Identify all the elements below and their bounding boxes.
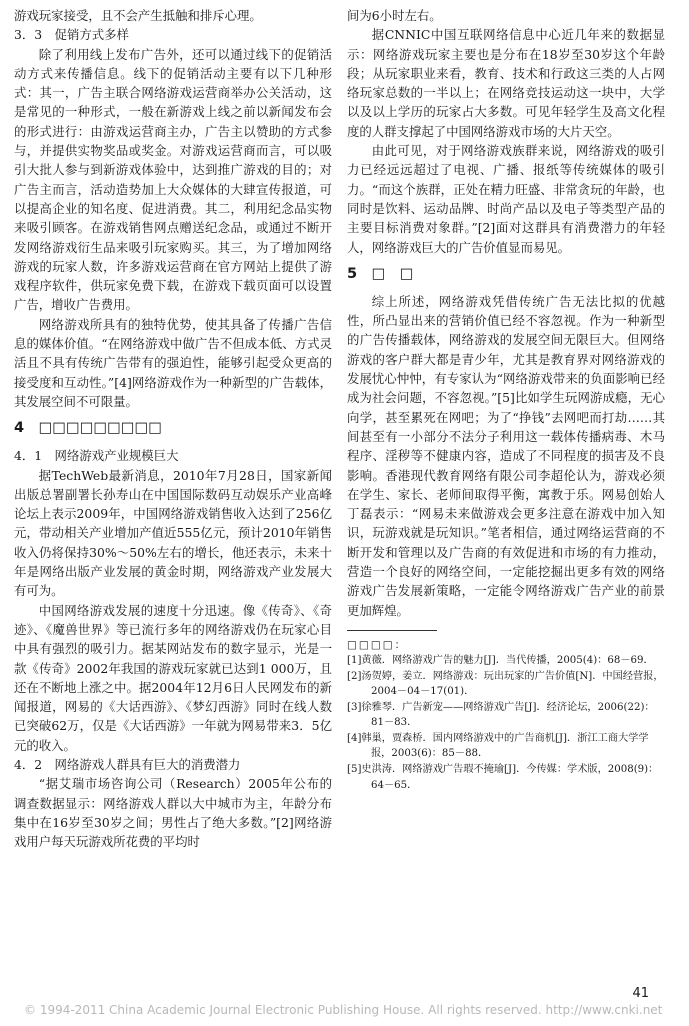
references-divider	[347, 630, 437, 631]
reference-item: [2]汤贺婷，姜立．网络游戏：玩出玩家的广告价值[N]．中国经营报，2004－04－17(01)．	[347, 670, 664, 698]
paragraph-continued: 间为6小时左右。	[347, 8, 442, 23]
paragraph-4-1-a: 据TechWeb最新消息，2010年7月28日，国家新闻出版总署副署长孙寿山在中国国际数码互动娱乐产业高峰论坛上表示2009年，中国网络游戏销售收入达到了256亿元，带动相关产业增加产值近555亿元，预计2010年销售收入仍将保持30%～50%左右的增长，他还表示，未来十年是网络出版产业发展的黄金时期，网络游戏产业发展大有可为。	[14, 467, 332, 599]
reference-item: [4]韩巢，贾森桥．国内网络游戏中的广告商机[J]．浙江工商大学学报，2003(6)：85－88．	[347, 732, 649, 760]
heading-3-3: 3．3 促销方式多样	[14, 27, 129, 43]
page-number: 41	[632, 986, 649, 1001]
heading-section-5: 5 □ □	[347, 265, 414, 282]
paragraph-3-3-a: 除了利用线上发布广告外，还可以通过线下的促销活动方式来传播信息。线下的促销活动主要有以下几种形式：其一，广告主联合网络游戏运营商举办公关活动，这是常见的一种形式，一般在新游戏上线之前以新闻发布会的形式进行：由游戏运营商主办，广告主以赞助的方式参与，并提供实物奖品或奖金。对游戏运营商而言，可以吸引大批人参与到新游戏体验中，达到推广游戏的目的；对广告主而言，活动造势加上大众媒体的大肆宣传报道，可以提高企业的知名度、促进消费。其二，利用纪念品实物来吸引顾客。在游戏销售网点赠送纪念品，或通过不断开发网络游戏衍生品来吸引玩家购买。其三，为了增加网络游戏的玩家人数，许多游戏运营商在官方网站上提供了游戏程序软件，供玩家免费下载，在游戏下载页面可以设置广告，增收广告费用。	[14, 46, 332, 313]
paragraph-3-3-b: 网络游戏所具有的独特优势，使其具备了传播广告信息的媒体价值。“在网络游戏中做广告不但成本低、方式灵活且不具有传统广告带有的强迫性，能够引起受众更高的接受度和互动性。”[4]网络游戏作为一种新型的广告载体，其发展空间不可限量。	[14, 316, 332, 409]
paragraph-intro: 游戏玩家接受，且不会产生抵触和排斥心理。	[14, 8, 262, 23]
left-column	[14, 6, 332, 851]
heading-4-1: 4．1 网络游戏产业规模巨大	[14, 448, 179, 464]
paragraph-4-1-b: 中国网络游戏发展的速度十分迅速。像《传奇》、《奇迹》、《魔兽世界》等已流行多年的网络游戏仍在玩家心目中具有强烈的吸引力。据某网站发布的数字显示，光是一款《传奇》2002年我国的游戏玩家就已达到1 000万，且还在不断地上涨之中。据2004年12月6日人民网发布的新闻报道，网易的《大话西游》、《梦幻西游》同时在线人数已突破62万，仅是《大话西游》一年就为网易带来3．5亿元的收入。	[14, 602, 332, 753]
right-column	[347, 6, 665, 793]
references-title: □□□□：	[347, 638, 408, 651]
heading-4-2: 4．2 网络游戏人群具有巨大的消费潜力	[14, 756, 241, 772]
paragraph-cnnic: 据CNNIC中国互联网络信息中心近几年来的数据显示：网络游戏玩家主要也是分布在18岁至30岁这个年龄段；从玩家职业来看，教育、技术和行政这三类的人占网络玩家总数的一半以上；在网络竞技运动这一块中，大学以及以上学历的玩家占大多数。可见年轻学生及高文化程度的人群支撑起了中国网络游戏市场的大片天空。	[347, 27, 665, 139]
reference-item: [1]黄薇．网络游戏广告的魅力[J]．当代传播，2005(4)：68－69．	[347, 654, 654, 666]
paragraph-thus: 由此可见，对于网络游戏族群来说，网络游戏的吸引力已经远远超过了电视、广播、报纸等传统媒体的吸引力。“而这个族群，正处在精力旺盛、非常贪玩的年龄，也同时是饮料、运动品牌、时尚产品以及电子等类型产品的主要目标消费对象群。”[2]面对这群具有消费潜力的年轻人，网络游戏巨大的广告价值显而易见。	[347, 143, 665, 255]
paragraph-conclusion: 综上所述，网络游戏凭借传统广告无法比拟的优越性，所凸显出来的营销价值已经不容忽视。作为一种新型的广告传播载体，网络游戏的发展空间无限巨大。但网络游戏的客户群大都是青少年，尤其是教育界对网络游戏的发展忧心忡忡，有专家认为“网络游戏带来的负面影响已经成为社会问题，不容忽视。”[5]比如学生玩网游成瘾，无心向学，甚至累死在网吧；为了“挣钱”去网吧而打劫……其间甚至有一小部分不法分子利用这一载体传播病毒、木马程序、淫秽等不健康内容，造成了不同程度的损害及不良影响。香港现代教育网络有限公司李超伦认为，游戏必须在学生、家长、老师间取得平衡，寓教于乐。网易创始人丁磊表示：“网易未来做游戏会更多注意在游戏中加入知识，玩游戏就是玩知识。”笔者相信，通过网络运营商的不断开发和管理以及广告商的有效促进和市场的有力推动，营造一个良好的网络空间，一定能挖掘出更多有效的网络游戏广告发展新策略，一定能令网络游戏广告产业的前景更加辉煌。	[347, 293, 665, 618]
heading-section-4: 4 □□□□□□□□□	[14, 420, 162, 437]
reference-item: [3]徐雅琴．广告新宠——网络游戏广告[J]．经济论坛，2006(22)：81－83．	[347, 701, 655, 729]
copyright-footer: © 1994-2011 China Academic Journal Electronic Publishing House. All rights reserved. http://www.cnki.net	[24, 1003, 663, 1017]
paragraph-4-2-a: “据艾瑞市场咨询公司（Research）2005年公布的调查数据显示：网络游戏人群以大中城市为主，年龄分布集中在16岁至30岁之间；男性占了绝大多数。”[2]网络游戏用户每天玩游戏所花费的平均时	[14, 776, 332, 850]
reference-item: [5]史洪涛．网络游戏广告瑕不掩瑜[J]．今传媒：学术版，2008(9)：64－65．	[347, 764, 659, 791]
